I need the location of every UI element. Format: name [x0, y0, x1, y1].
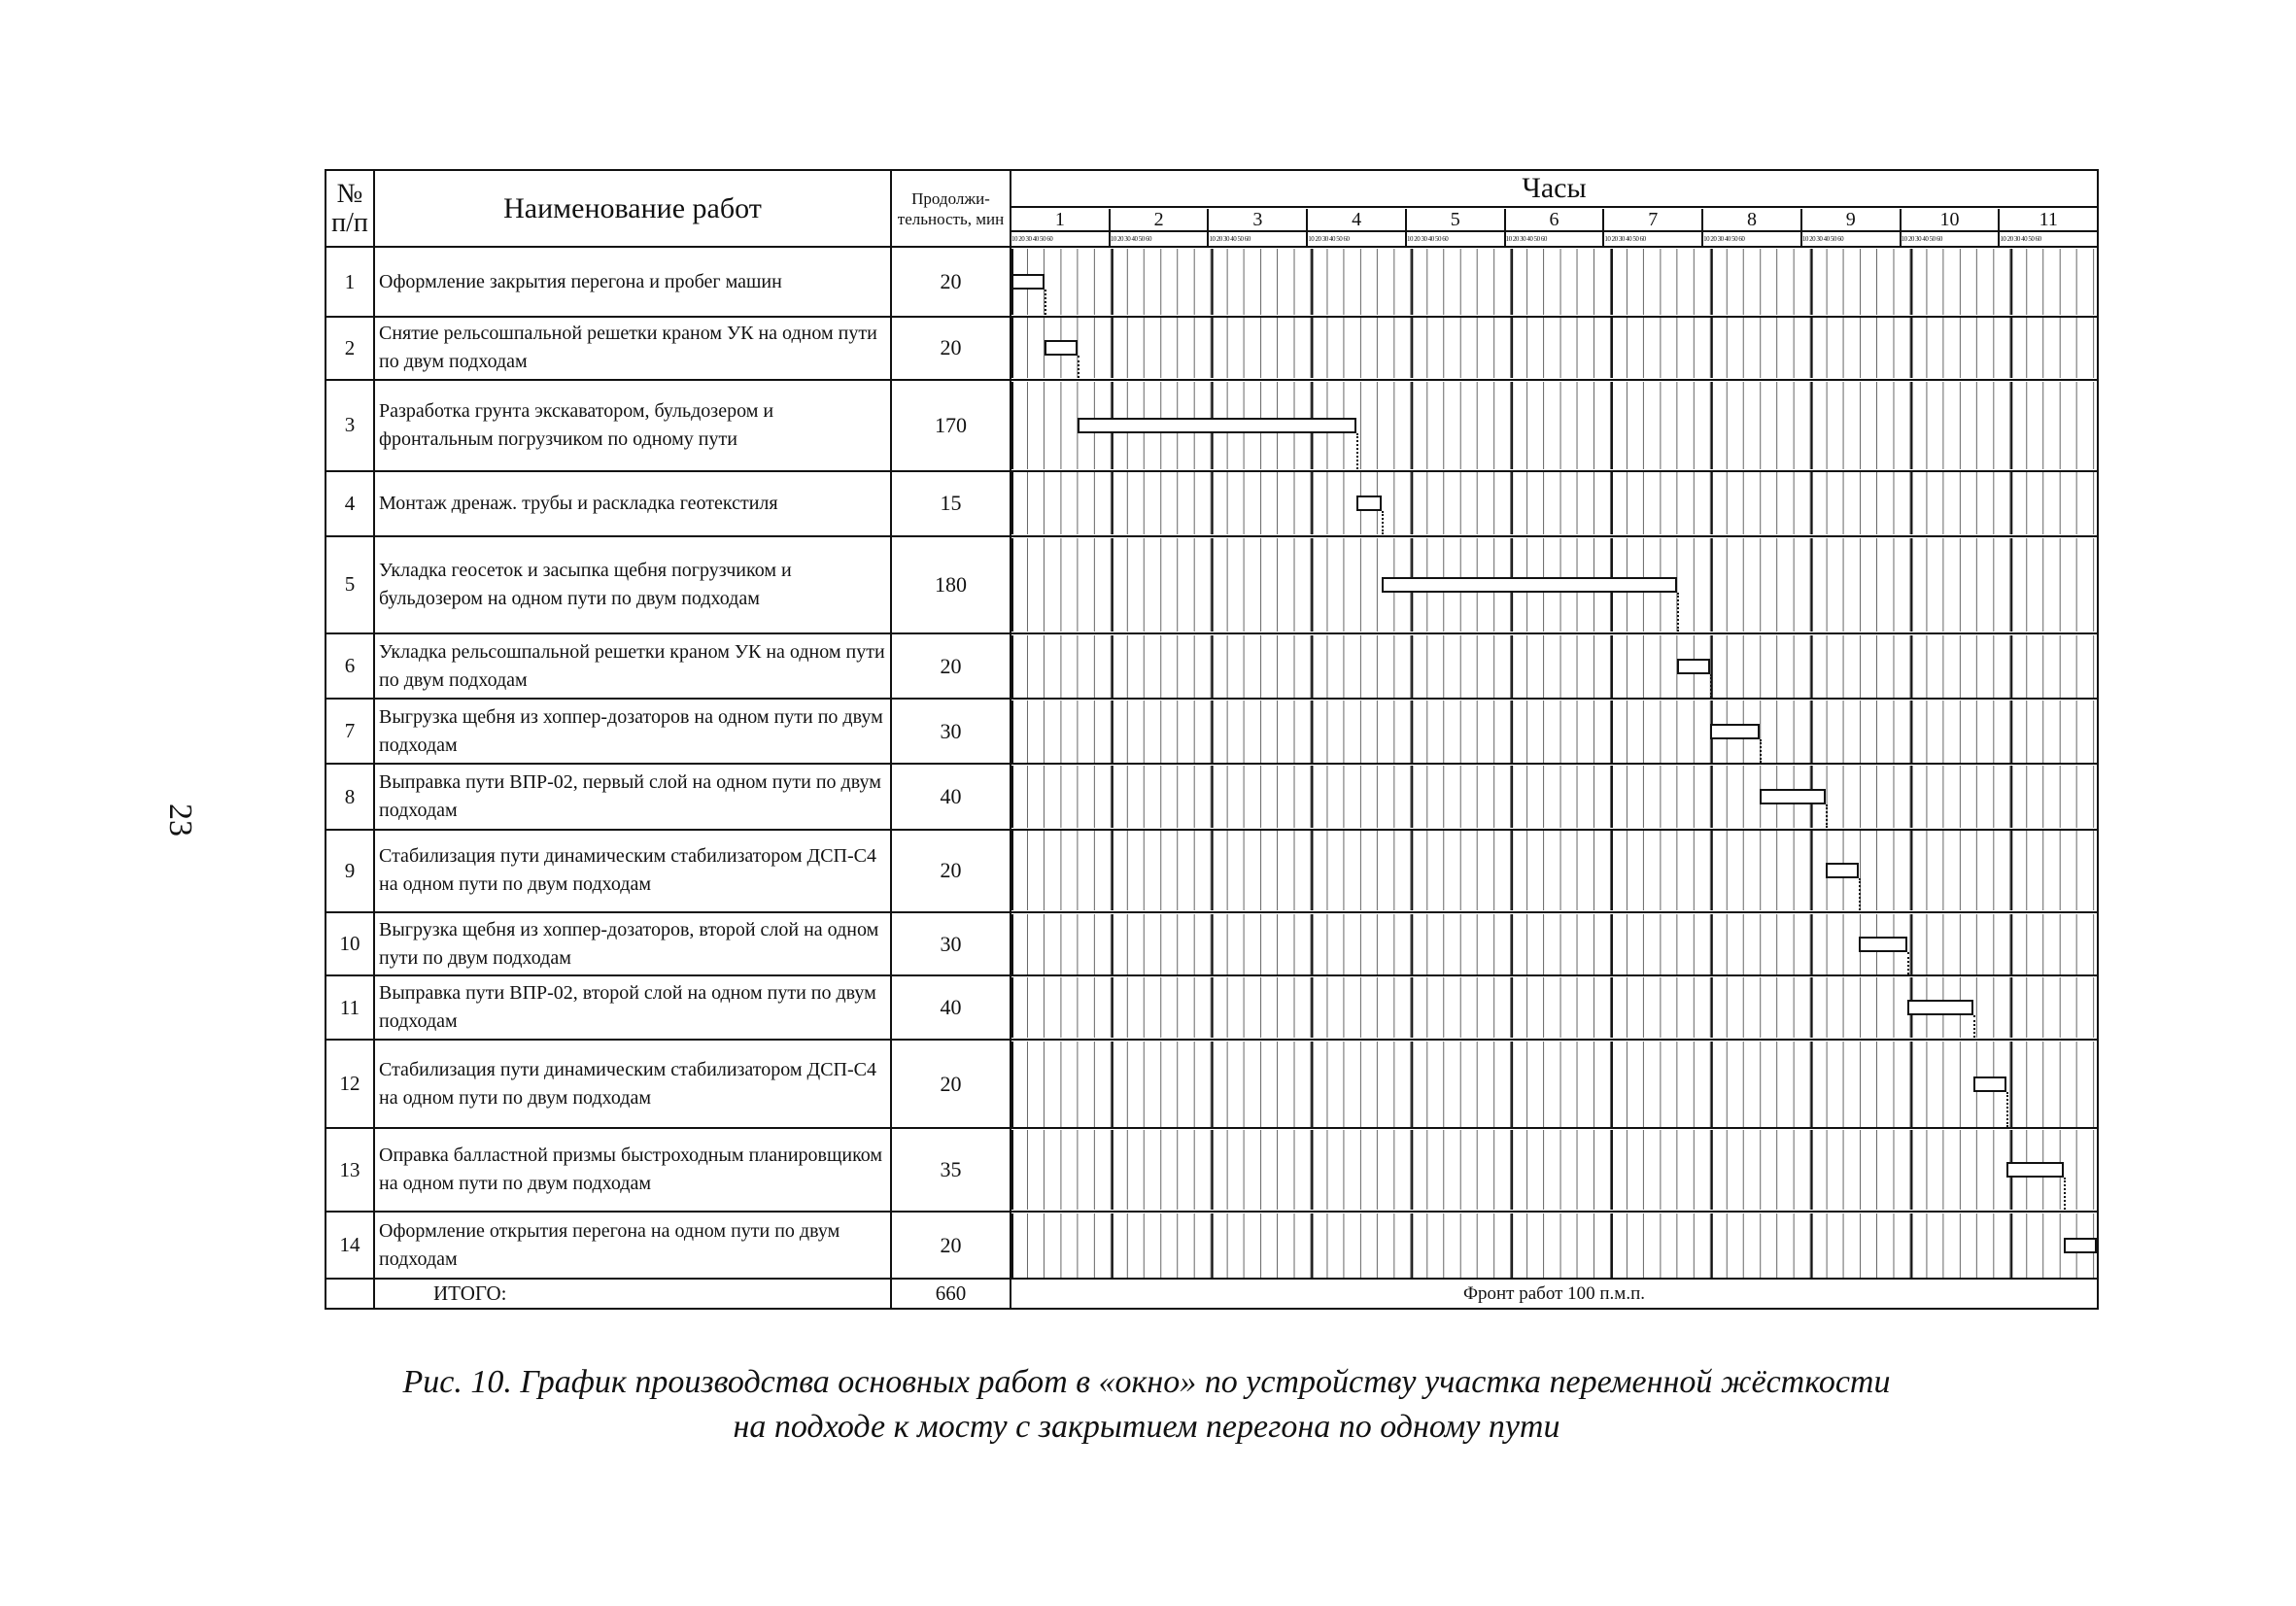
work-duration: 20 [891, 830, 1011, 913]
table-row [326, 912, 2098, 975]
row-number: 3 [326, 380, 374, 471]
gantt-cell [1011, 975, 2098, 1039]
work-name: Укладка рельсошпальной решетки краном УК на одном пути по двум подходам [374, 633, 891, 699]
row-number: 2 [326, 317, 374, 380]
header-duration: Продолжи-тельность, мин [891, 170, 1011, 247]
row-number: 4 [326, 471, 374, 536]
minute-ticks: 10 20 30 40 50 60 [1506, 232, 1605, 246]
gantt-cell [1011, 1040, 2098, 1129]
minute-ticks-row [1011, 231, 2098, 247]
gantt-bar [1382, 577, 1678, 593]
minute-ticks: 10 20 30 40 50 60 [1703, 232, 1802, 246]
table-row [326, 317, 2098, 380]
work-duration: 20 [891, 633, 1011, 699]
row-number: 8 [326, 764, 374, 829]
table-row [326, 1128, 2098, 1212]
row-number: 10 [326, 912, 374, 975]
work-name: Выгрузка щебня из хоппер-дозаторов на одном пути по двум подходам [374, 699, 891, 764]
gantt-cell [1011, 380, 2098, 471]
gantt-cell [1011, 1128, 2098, 1212]
gantt-link [2006, 1092, 2008, 1127]
total-duration: 660 [891, 1279, 1011, 1309]
gantt-bar [1973, 1076, 2006, 1092]
table-row [326, 536, 2098, 633]
work-name: Оправка балластной призмы быстроходным планировщиком на одном пути по двум подходам [374, 1128, 891, 1212]
work-name: Стабилизация пути динамическим стабилизатором ДСП-С4 на одном пути по двум подходам [374, 830, 891, 913]
gantt-bar [1760, 789, 1826, 804]
minute-ticks: 10 20 30 40 50 60 [1902, 232, 2001, 246]
gantt-link [1356, 433, 1358, 469]
hour-label: 6 [1506, 209, 1605, 230]
hour-label: 9 [1802, 209, 1902, 230]
work-name: Разработка грунта экскаватором, бульдозером и фронтальным погрузчиком по одному пути [374, 380, 891, 471]
work-name: Стабилизация пути динамическим стабилизатором ДСП-С4 на одном пути по двум подходам [374, 1040, 891, 1129]
minute-ticks: 10 20 30 40 50 60 [2000, 235, 2041, 244]
gantt-bar [1826, 863, 1859, 878]
work-schedule-table [325, 169, 2099, 1310]
hour-label: 2 [1111, 209, 1210, 230]
header-num: № п/п [326, 170, 374, 247]
work-name: Снятие рельсошпальной решетки краном УК на одном пути по двум подходам [374, 317, 891, 380]
hour-label: 1 [1011, 209, 1111, 230]
row-number: 11 [326, 975, 374, 1039]
total-label: ИТОГО: [374, 1279, 891, 1309]
row-number: 9 [326, 830, 374, 913]
hour-label: 3 [1209, 209, 1308, 230]
table-row [326, 247, 2098, 316]
work-front: Фронт работ 100 п.м.п. [1011, 1279, 2098, 1309]
row-number: 1 [326, 247, 374, 316]
gantt-cell [1011, 471, 2098, 536]
page-number: 23 [162, 803, 198, 837]
gantt-cell [1011, 912, 2098, 975]
gantt-cell [1011, 764, 2098, 829]
caption-line-2: на подходе к мосту с закрытием перегона по одному пути [733, 1409, 1560, 1445]
table-row [326, 764, 2098, 829]
gantt-link [1826, 804, 1828, 828]
hour-label: 7 [1604, 209, 1703, 230]
gantt-cell [1011, 699, 2098, 764]
work-name: Оформление открытия перегона на одном пути по двум подходам [374, 1212, 891, 1279]
work-duration: 170 [891, 380, 1011, 471]
work-duration: 35 [891, 1128, 1011, 1212]
gantt-bar [1078, 418, 1357, 433]
gantt-cell [1011, 830, 2098, 913]
header-hours-title: Часы [1011, 170, 2098, 207]
table-row [326, 699, 2098, 764]
row-number: 6 [326, 633, 374, 699]
hour-label: 4 [1308, 209, 1407, 230]
minute-ticks: 10 20 30 40 50 60 [1604, 232, 1703, 246]
total-num [326, 1279, 374, 1309]
gantt-cell [1011, 317, 2098, 380]
work-name: Укладка геосеток и засыпка щебня погрузчиком и бульдозером на одном пути по двум подходам [374, 536, 891, 633]
gantt-cell [1011, 536, 2098, 633]
work-duration: 40 [891, 975, 1011, 1039]
gantt-bar [1907, 1000, 1973, 1015]
gantt-bar [2064, 1238, 2097, 1253]
work-name: Выправка пути ВПР-02, первый слой на одном пути по двум подходам [374, 764, 891, 829]
table-row [326, 830, 2098, 913]
gantt-link [2064, 1178, 2066, 1210]
gantt-link [1760, 739, 1762, 763]
gantt-bar [1710, 724, 1760, 739]
table-row [326, 471, 2098, 536]
minute-ticks: 10 20 30 40 50 60 [1111, 232, 1210, 246]
header-name: Наименование работ [374, 170, 891, 247]
caption-line-1: Рис. 10. График производства основных работ в «окно» по устройству участка переменной жёсткости [402, 1364, 1891, 1400]
table-row [326, 380, 2098, 471]
hour-label: 10 [1902, 209, 2001, 230]
row-number: 14 [326, 1212, 374, 1279]
figure-caption [291, 1360, 2002, 1450]
gantt-bar [1859, 937, 1908, 952]
table-row [326, 1040, 2098, 1129]
gantt-bar [1011, 274, 1045, 290]
gantt-link [1382, 511, 1384, 534]
gantt-link [1710, 674, 1712, 698]
minute-ticks: 10 20 30 40 50 60 [1308, 232, 1407, 246]
work-duration: 30 [891, 699, 1011, 764]
gantt-cell [1011, 1212, 2098, 1279]
work-duration: 20 [891, 317, 1011, 380]
gantt-link [1677, 593, 1679, 632]
table-row [326, 975, 2098, 1039]
table-row [326, 1212, 2098, 1279]
hour-label: 11 [2039, 208, 2058, 230]
table-row [326, 633, 2098, 699]
hour-label: 5 [1407, 209, 1506, 230]
work-duration: 20 [891, 1212, 1011, 1279]
gantt-bar [1045, 340, 1078, 356]
minute-ticks: 10 20 30 40 50 60 [1209, 232, 1308, 246]
work-duration: 15 [891, 471, 1011, 536]
gantt-bar [1677, 659, 1710, 674]
gantt-link [1078, 356, 1079, 378]
row-number: 12 [326, 1040, 374, 1129]
gantt-cell [1011, 633, 2098, 699]
work-duration: 40 [891, 764, 1011, 829]
work-name: Выгрузка щебня из хоппер-дозаторов, второй слой на одном пути по двум подходам [374, 912, 891, 975]
work-duration: 20 [891, 1040, 1011, 1129]
work-duration: 180 [891, 536, 1011, 633]
minute-ticks: 10 20 30 40 50 60 [1011, 232, 1111, 246]
minute-ticks: 10 20 30 40 50 60 [1802, 232, 1902, 246]
gantt-link [1973, 1015, 1975, 1038]
gantt-link [1907, 952, 1909, 974]
hour-label: 8 [1703, 209, 1802, 230]
row-number: 7 [326, 699, 374, 764]
gantt-cell [1011, 247, 2098, 316]
gantt-link [1045, 290, 1046, 315]
gantt-bar [2006, 1162, 2064, 1178]
work-duration: 20 [891, 247, 1011, 316]
work-name: Оформление закрытия перегона и пробег машин [374, 247, 891, 316]
gantt-link [1859, 878, 1861, 910]
gantt-bar [1356, 495, 1381, 511]
row-number: 5 [326, 536, 374, 633]
row-number: 13 [326, 1128, 374, 1212]
work-duration: 30 [891, 912, 1011, 975]
minute-ticks: 10 20 30 40 50 60 [1407, 232, 1506, 246]
hour-header-row [1011, 207, 2098, 231]
work-name: Выправка пути ВПР-02, второй слой на одном пути по двум подходам [374, 975, 891, 1039]
work-name: Монтаж дренаж. трубы и раскладка геотекстиля [374, 471, 891, 536]
